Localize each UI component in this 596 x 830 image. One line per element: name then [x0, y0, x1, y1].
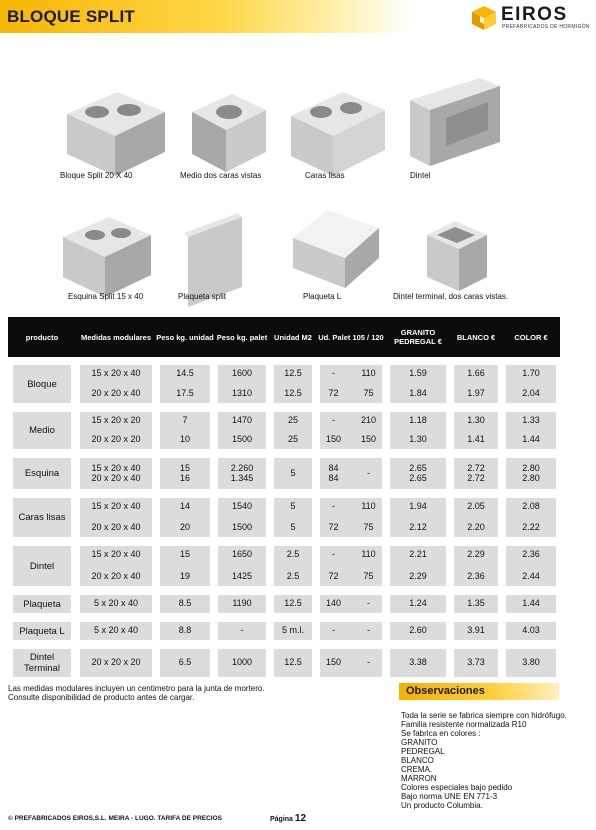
logo-name: EIROS — [501, 4, 568, 25]
table-cell: 4.03 — [522, 625, 540, 635]
table-cell: 15 x 20 x 40 — [91, 549, 141, 559]
table-cell: 72 — [328, 522, 339, 532]
table-cell: 25 — [287, 434, 298, 444]
product-caption: Dintel — [410, 171, 431, 180]
product-name: Esquina — [13, 458, 71, 489]
table-cell: 16 — [179, 472, 190, 483]
table-cell: 110 — [361, 368, 376, 378]
observacion-line: MARRON — [401, 774, 437, 783]
table-cell: 1470 — [231, 415, 253, 425]
table-cell: 19 — [179, 571, 190, 581]
table-cell: 20 x 20 x 40 — [91, 472, 141, 483]
table-cell: 72 — [328, 388, 339, 398]
table-cell: 2.12 — [409, 522, 427, 532]
product-name: Medio — [13, 412, 71, 449]
table-cell: 20 — [179, 522, 190, 532]
table-cell: 1.59 — [409, 368, 427, 378]
table-cell: 14 — [179, 501, 190, 511]
observaciones-text — [401, 711, 567, 810]
table-cell: 12.5 — [284, 657, 302, 667]
table-cell: 1.35 — [467, 598, 485, 608]
header-medidas: Medidas modulares — [80, 332, 152, 342]
header-color: COLOR € — [514, 332, 548, 342]
product-name: Dintel — [13, 546, 71, 586]
table-cell: 1.97 — [467, 388, 485, 398]
table-cell: 2.05 — [467, 501, 485, 511]
product-name: Caras lisas — [13, 498, 71, 537]
eiros-logo — [471, 5, 591, 31]
table-cell: 1.66 — [467, 368, 485, 378]
corner-block-image — [55, 205, 155, 301]
table-cell: - — [240, 625, 244, 635]
header-peso-unidad: Peso kg. unidad — [156, 332, 214, 342]
table-cell: 150 — [360, 434, 377, 444]
table-cell: 110 — [361, 549, 376, 559]
product-name: Dintel Terminal — [13, 649, 71, 677]
table-cell: 84 — [328, 472, 339, 483]
observacion-line: Colores especiales bajo pedido — [401, 783, 513, 792]
table-cell: - — [332, 549, 335, 559]
table-cell: 7 — [182, 415, 188, 425]
table-cell: 1000 — [231, 657, 253, 667]
table-cell: 2.80 — [522, 462, 540, 473]
split-block-image — [57, 74, 169, 180]
table-cell: 5 m.l. — [281, 625, 304, 635]
table-cell: 20 x 20 x 20 — [91, 657, 141, 667]
header-unidad: Unidad M2 — [274, 332, 312, 342]
product-group — [8, 646, 560, 680]
table-cell: 75 — [363, 571, 374, 581]
product-group — [8, 619, 560, 643]
table-cell: 1.33 — [522, 415, 540, 425]
observacion-line: Un producto Columbia. — [401, 801, 483, 810]
table-cell: 150 — [325, 434, 342, 444]
observacion-line: Familia resistente normalizada R10 — [401, 720, 527, 729]
table-cell: 2.44 — [522, 571, 540, 581]
table-cell: 1.94 — [409, 501, 427, 511]
table-cell: 3.80 — [522, 657, 540, 667]
table-cell: 15 x 20 x 40 — [91, 368, 141, 378]
table-cell: 75 — [363, 388, 374, 398]
product-group — [8, 592, 560, 616]
table-cell: 1.41 — [467, 434, 485, 444]
table-cell: 15 x 20 x 40 — [91, 501, 141, 511]
table-cell: 2.60 — [409, 625, 427, 635]
table-cell: 2.65 — [409, 462, 427, 473]
table-cell: 20 x 20 x 40 — [91, 571, 141, 581]
observacion-line: Se fabrica en colores : — [401, 729, 481, 738]
table-cell: 1310 — [231, 388, 253, 398]
table-cell: 2.5 — [286, 571, 300, 581]
table-cell: 10 — [179, 434, 190, 444]
table-cell: 15 — [179, 549, 190, 559]
product-caption: Caras lisas — [305, 171, 345, 180]
product-group — [8, 362, 560, 406]
price-table — [8, 317, 560, 680]
table-cell: 1.345 — [230, 472, 254, 483]
table-cell: 15 — [179, 462, 190, 473]
observaciones-title: Observaciones — [406, 685, 485, 697]
header-bar — [0, 0, 596, 33]
half-block-image — [182, 76, 274, 176]
l-tile-image — [287, 210, 383, 290]
table-cell: 12.5 — [284, 388, 302, 398]
table-cell: 1.70 — [522, 368, 540, 378]
table-cell: - — [367, 598, 370, 608]
table-cell: 1190 — [232, 598, 252, 608]
table-cell: 2.20 — [467, 522, 485, 532]
table-cell: 14.5 — [176, 368, 194, 378]
page-number — [270, 813, 306, 824]
logo-subtitle: PREFABRICADOS DE HORMIGÓN — [502, 24, 590, 30]
table-cell: - — [332, 625, 335, 635]
table-cell: 1425 — [231, 571, 253, 581]
observacion-line: GRANITO — [401, 738, 438, 747]
product-caption: Esquina Split 15 x 40 — [68, 292, 144, 301]
table-cell: 2.29 — [409, 571, 427, 581]
cube-logo-icon — [471, 5, 497, 31]
table-cell: 8.5 — [178, 598, 192, 608]
header-blanco: BLANCO € — [456, 332, 496, 342]
header-palet: Ud. Palet 105 / 120 — [318, 332, 384, 342]
product-name: Plaqueta — [13, 595, 71, 613]
observacion-line: BLANCO — [401, 756, 434, 765]
product-caption: Plaqueta L — [303, 292, 342, 301]
footer-copyright: © PREFABRICADOS EIROS,S.L. MEIRA - LUGO. TARIFA DE PRECIOS — [8, 815, 223, 822]
table-header — [8, 317, 560, 357]
product-caption: Bloque Split 20 X 40 — [60, 171, 133, 180]
product-name: Bloque — [13, 365, 71, 403]
table-cell: 5 x 20 x 40 — [93, 598, 139, 608]
product-group — [8, 409, 560, 452]
table-cell: 2.5 — [286, 549, 300, 559]
table-cell: 6.5 — [178, 657, 192, 667]
product-caption: Plaqueta split — [178, 292, 227, 301]
table-cell: 2.72 — [467, 462, 485, 473]
table-cell: 150 — [325, 657, 342, 667]
page-number-value: 12 — [294, 813, 307, 824]
table-cell: 1600 — [231, 368, 253, 378]
table-cell: 110 — [361, 501, 376, 511]
table-cell: 1540 — [231, 501, 253, 511]
table-cell: 12.5 — [284, 598, 302, 608]
table-cell: 2.260 — [230, 462, 254, 473]
table-cell: 1500 — [231, 522, 253, 532]
product-group — [8, 495, 560, 540]
product-group — [8, 455, 560, 492]
product-group — [8, 543, 560, 589]
product-caption: Medio dos caras vistas — [180, 171, 262, 180]
table-cell: 72 — [328, 571, 339, 581]
title-band — [0, 0, 410, 33]
table-cell: 12.5 — [284, 368, 302, 378]
table-cell: 1.84 — [409, 388, 427, 398]
table-cell: 1.30 — [467, 415, 485, 425]
table-cell: 20 x 20 x 40 — [91, 388, 141, 398]
table-cell: 1.44 — [522, 598, 540, 608]
table-cell: 20 x 20 x 40 — [91, 522, 141, 532]
table-cell: 5 — [290, 501, 296, 511]
table-cell: 1.44 — [522, 434, 540, 444]
table-cell: - — [332, 501, 335, 511]
header-producto: producto — [25, 332, 59, 342]
table-cell: 2.08 — [522, 501, 540, 511]
table-cell: 2.21 — [409, 549, 427, 559]
table-cell: 5 x 20 x 40 — [93, 625, 139, 635]
table-cell: 2.36 — [522, 549, 540, 559]
product-caption: Dintel terminal, dos caras vistas. — [393, 292, 509, 301]
lintel-image — [400, 74, 504, 174]
header-peso-palet: Peso kg. palet — [216, 332, 268, 342]
page-title: BLOQUE SPLIT — [7, 7, 136, 26]
end-lintel-image — [415, 205, 495, 295]
table-cell: 1500 — [231, 434, 253, 444]
table-cell: 5 — [290, 522, 296, 532]
table-cell: 2.65 — [409, 472, 427, 483]
table-cell: - — [332, 368, 335, 378]
table-cell: 15 x 20 x 40 — [91, 462, 141, 473]
table-cell: 3.38 — [409, 657, 427, 667]
table-cell: - — [367, 467, 370, 478]
table-cell: - — [367, 625, 370, 635]
note-line: Consulte disponibilidad de producto antes de cargar. — [8, 693, 195, 702]
note-line: Las medidas modulares incluyen un centimetro para la junta de mortero. — [8, 684, 265, 693]
observacion-line: Toda la serie se fabrica siempre con hidrófugo. — [401, 711, 567, 720]
smooth-block-image — [285, 76, 389, 180]
table-cell: 5 — [290, 467, 296, 478]
table-cell: 2.04 — [522, 388, 540, 398]
table-cell: 2.80 — [522, 472, 540, 483]
observaciones-bar — [399, 683, 559, 700]
observacion-line: CREMA. — [401, 765, 433, 774]
table-cell: 1.18 — [409, 415, 427, 425]
table-cell: 17.5 — [176, 388, 194, 398]
table-cell: 25 — [287, 415, 298, 425]
table-cell: 140 — [325, 598, 342, 608]
table-cell: 2.22 — [522, 522, 540, 532]
table-cell: 15 x 20 x 20 — [91, 415, 141, 425]
table-cell: 75 — [363, 522, 374, 532]
table-cell: 210 — [360, 415, 377, 425]
table-cell: 2.29 — [467, 549, 485, 559]
table-cell: 2.72 — [467, 472, 485, 483]
observacion-line: PEDREGAL — [401, 747, 445, 756]
table-cell: 1.24 — [409, 598, 427, 608]
table-cell: 2.36 — [467, 571, 485, 581]
table-cell: 3.73 — [467, 657, 485, 667]
table-cell: - — [332, 415, 335, 425]
observacion-line: Bajo norma UNE EN 771-3 — [401, 792, 498, 801]
table-cell: 8.8 — [178, 625, 192, 635]
header-granito: GRANITO PEDREGAL € — [394, 328, 442, 346]
table-cell: 84 — [328, 462, 339, 473]
table-cell: 1650 — [231, 549, 253, 559]
table-cell: 3.91 — [467, 625, 485, 635]
product-name: Plaqueta L — [13, 622, 71, 640]
table-notes — [8, 684, 265, 702]
page-label: Página — [270, 816, 293, 823]
table-cell: 1.30 — [409, 434, 427, 444]
table-cell: 20 x 20 x 20 — [91, 434, 141, 444]
table-cell: - — [367, 657, 370, 667]
